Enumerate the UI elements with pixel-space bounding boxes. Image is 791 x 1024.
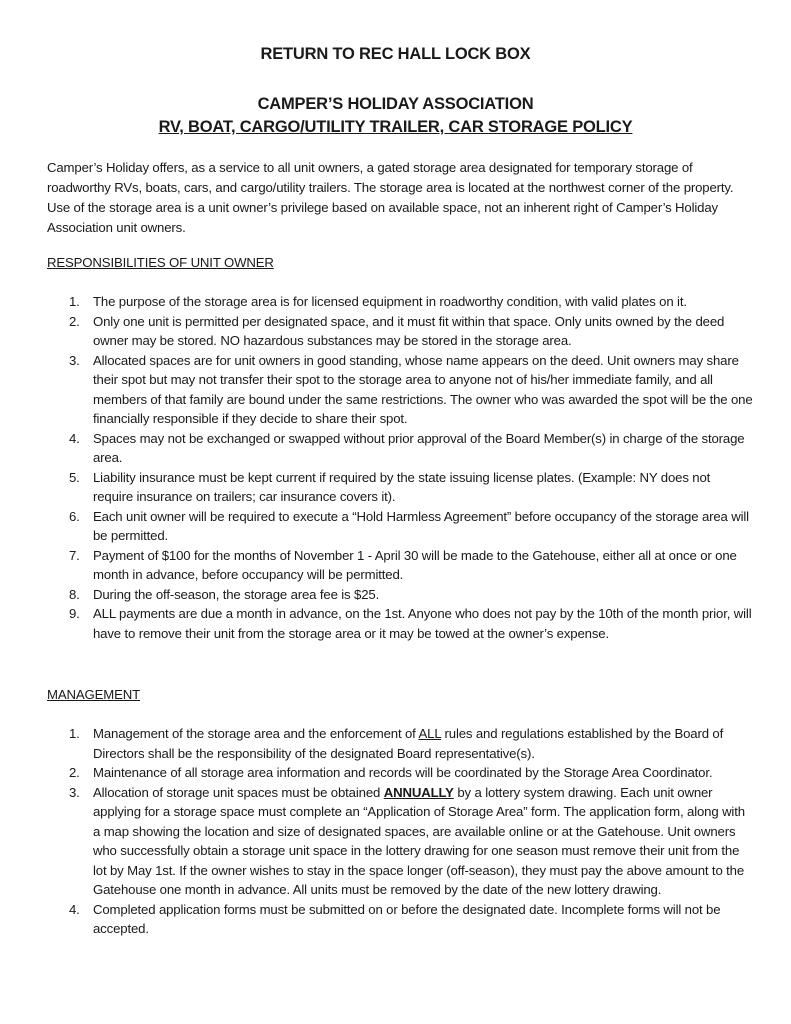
item-text: Liability insurance must be kept current if required by the state issuing license plates. (Example: NY does not require insurance on trailers; car insurance covers it). xyxy=(93,469,711,504)
responsibilities-heading: RESPONSIBILITIES OF UNIT OWNER xyxy=(47,255,274,270)
item-number: 7. xyxy=(69,547,80,563)
item-text: Payment of $100 for the months of November 1 - April 30 will be made to the Gatehouse, either all at once or one month in advance, before occupancy will be permitted. xyxy=(93,547,737,582)
list-item xyxy=(47,604,753,643)
header-note: RETURN TO REC HALL LOCK BOX xyxy=(260,45,531,63)
item-number: 4. xyxy=(69,901,80,917)
item-number: 2. xyxy=(69,313,80,329)
item-text: The purpose of the storage area is for licensed equipment in roadworthy condition, with valid plates on it. xyxy=(93,294,687,309)
intro-paragraph: Camper’s Holiday offers, as a service to all unit owners, a gated storage area designated for temporary storage of roadworthy RVs, boats, cars, and cargo/utility trailers. The storage area is located at the northwest corner of the property. Use of the storage area is a unit owner’s privilege based on available space, not an inherent right of Camper’s Holiday Association unit owners. xyxy=(47,160,734,235)
item-text: Spaces may not be exchanged or swapped without prior approval of the Board Member(s) in charge of the storage area. xyxy=(93,430,745,465)
item-number: 3. xyxy=(69,784,80,800)
item-text-post: by a lottery system drawing. Each unit owner applying for a storage space must complete an “Application of Storage Area” form. The application form, along with a map showing the location and size of designated spaces, are available online or at the Gatehouse. Unit owners who successfully obtain a storage unit space in the lottery drawing for one season must remove their unit from the lot by May 1st. If the owner wishes to stay in the space longer (off-season), they must pay the above amount to the Gatehouse one month in advance. All units must be removed by the date of the new lottery drawing. xyxy=(93,784,745,897)
management-list xyxy=(47,724,753,939)
item-number: 8. xyxy=(69,586,80,602)
policy-title: RV, BOAT, CARGO/UTILITY TRAILER, CAR STORAGE POLICY xyxy=(158,118,633,136)
item-text-pre: Allocation of storage unit spaces must be obtained xyxy=(93,784,384,800)
item-number: 1. xyxy=(69,726,80,741)
list-item xyxy=(47,900,753,939)
list-item xyxy=(47,507,753,546)
list-item xyxy=(47,312,753,351)
association-title: CAMPER’S HOLIDAY ASSOCIATION xyxy=(257,95,534,113)
item-number: 9. xyxy=(69,606,80,621)
emphasis-all: ALL xyxy=(418,726,442,741)
item-number: 2. xyxy=(69,765,80,780)
emphasis-annually: ANNUALLY xyxy=(383,784,454,800)
item-text: Allocated spaces are for unit owners in good standing, whose name appears on the deed. Unit owners may share their spot but may not transfer their spot to the storage area to anyone not of his/her immediate family, and all members of that family are bound under the same restrictions. The owner who was awarded the spot will be the one financially responsible if they decide to share their spot. xyxy=(93,352,753,426)
item-number: 6. xyxy=(69,508,80,524)
management-heading: MANAGEMENT xyxy=(47,687,141,702)
responsibilities-list xyxy=(47,292,753,643)
list-item xyxy=(47,763,753,783)
item-text: During the off-season, the storage area fee is $25. xyxy=(93,586,380,602)
list-item xyxy=(47,585,753,605)
list-item xyxy=(47,724,753,763)
item-text: Maintenance of all storage area information and records will be coordinated by the Storage Area Coordinator. xyxy=(93,765,713,780)
item-text: Completed application forms must be submitted on or before the designated date. Incomplete forms will not be accepted. xyxy=(93,901,721,936)
list-item xyxy=(47,351,753,429)
item-text-post: rules and regulations established by the Board of Directors shall be the responsibility of the designated Board representative(s). xyxy=(93,726,724,761)
item-text: ALL payments are due a month in advance, on the 1st. Anyone who does not pay by the 10th of the month prior, will have to remove their unit from the storage area or it may be towed at the owner’s expense. xyxy=(93,606,752,641)
list-item xyxy=(47,546,753,585)
item-number: 4. xyxy=(69,430,80,446)
item-number: 1. xyxy=(69,294,80,309)
item-number: 5. xyxy=(69,469,80,485)
item-text-pre: Management of the storage area and the enforcement of xyxy=(93,726,419,741)
item-text: Only one unit is permitted per designated space, and it must fit within that space. Only units owned by the deed owner may be stored. NO hazardous substances may be stored in the storage area. xyxy=(93,313,725,348)
list-item xyxy=(47,783,753,900)
list-item xyxy=(47,292,753,312)
list-item xyxy=(47,429,753,468)
list-item xyxy=(47,468,753,507)
item-text: Each unit owner will be required to execute a “Hold Harmless Agreement” before occupancy of the storage area will be permitted. xyxy=(93,508,749,543)
item-number: 3. xyxy=(69,352,80,368)
